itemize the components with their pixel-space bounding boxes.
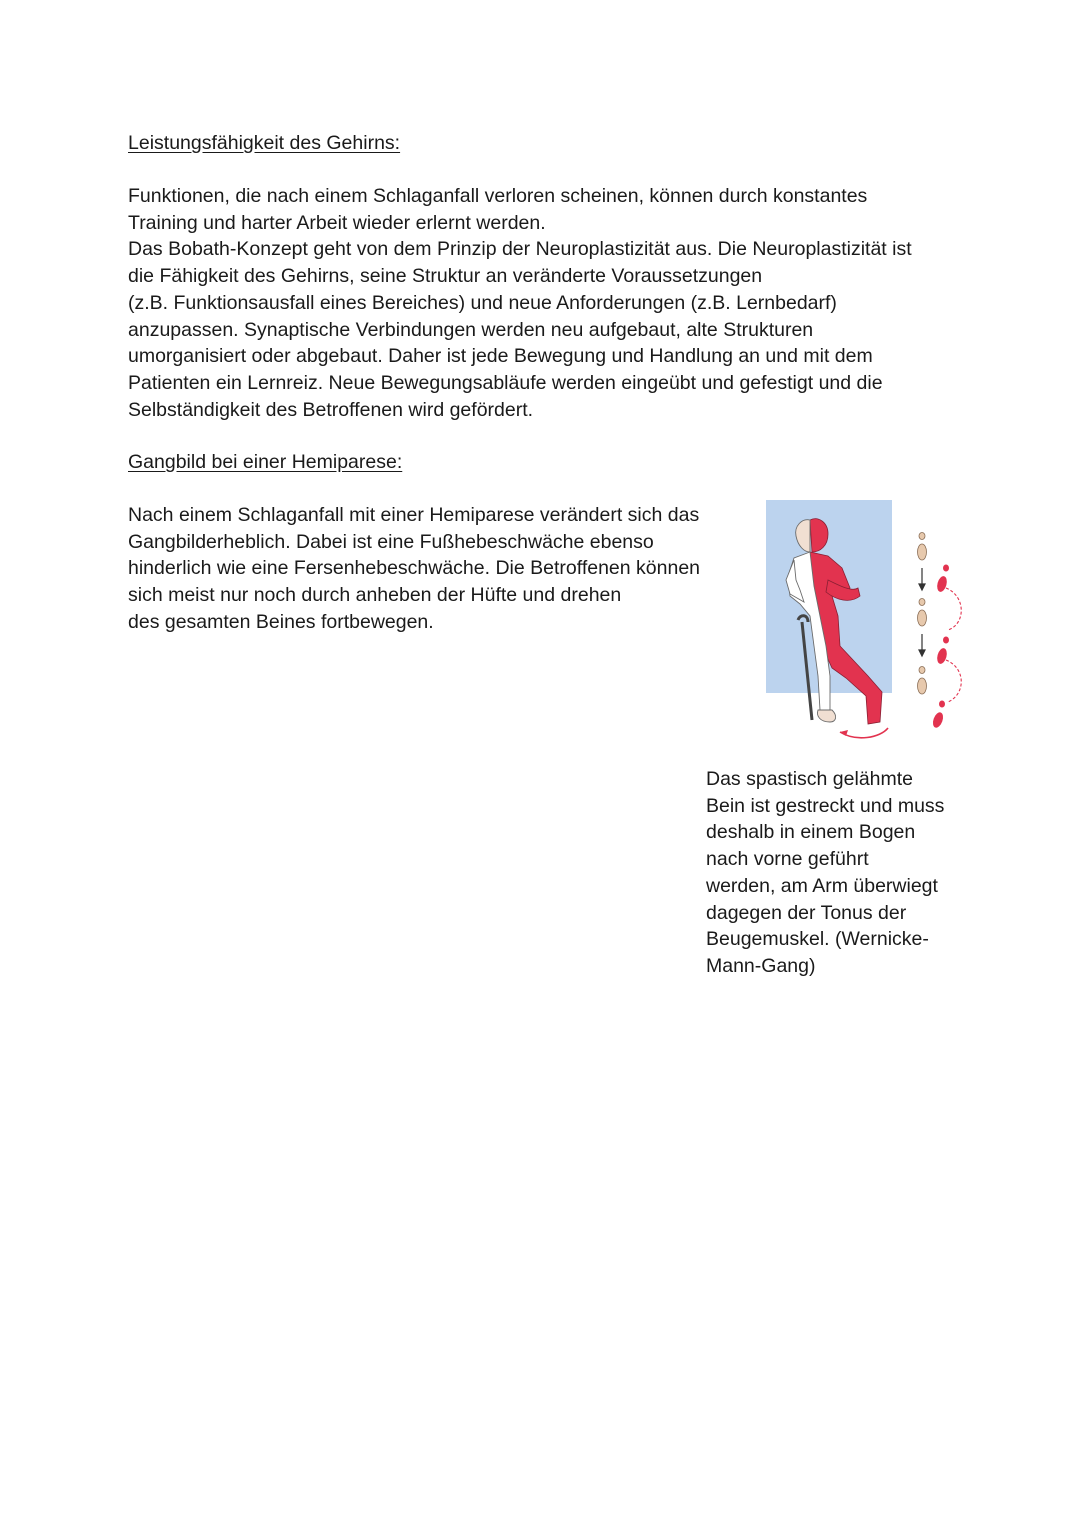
paragraph-line: Funktionen, die nach einem Schlaganfall verloren scheinen, können durch konstantes [128, 185, 868, 207]
paragraph-line: Das Bobath-Konzept geht von dem Prinzip der Neuroplastizität aus. Die Neuroplastizität ist [128, 238, 912, 261]
paragraph-line: Gangbilderheblich. Dabei ist eine Fußhebeschwäche ebenso [128, 530, 654, 553]
paragraph-line: umorganisiert oder abgebaut. Daher ist jede Bewegung und Handlung an und mit dem [128, 345, 873, 368]
paragraph-line: Nach einem Schlaganfall mit einer Hemiparese verändert sich das [128, 504, 700, 526]
section-body-brain-performance [128, 183, 912, 423]
paragraph-line: Training und harter Arbeit wieder erlernt werden. [128, 211, 546, 234]
caption-line: Das spastisch gelähmte [706, 768, 914, 790]
affected-footprints [931, 565, 949, 730]
caption-line: nach vorne geführt [706, 848, 869, 871]
caption-line: Beugemuskel. (Wernicke- [706, 928, 929, 951]
caption-line: deshalb in einem Bogen [706, 821, 916, 844]
paragraph-line: Selbständigkeit des Betroffenen wird gefördert. [128, 398, 534, 421]
paragraph-line: Patienten ein Lernreiz. Neue Bewegungsabläufe werden eingeübt und gefestigt und die [128, 371, 883, 394]
healthy-footprints [918, 533, 927, 695]
caption-line: Bein ist gestreckt und muss [706, 794, 945, 817]
caption-line: Mann-Gang) [706, 954, 816, 977]
figure-caption [706, 766, 944, 980]
paragraph-line: die Fähigkeit des Gehirns, seine Struktur an veränderte Voraussetzungen [128, 265, 763, 288]
swing-arc-icons [946, 588, 961, 702]
paragraph-line: des gesamten Beines fortbewegen. [128, 610, 434, 633]
caption-line: werden, am Arm überwiegt [706, 874, 938, 897]
paragraph-line: (z.B. Funktionsausfall eines Bereiches) und neue Anforderungen (z.B. Lernbedarf) [128, 291, 837, 314]
caption-line: dagegen der Tonus der [706, 901, 907, 924]
paragraph-line: anzupassen. Synaptische Verbindungen werden neu aufgebaut, alte Strukturen [128, 318, 814, 341]
circumduction-arrow-icon [840, 728, 888, 738]
paragraph-line: hinderlich wie eine Fersenhebeschwäche. Die Betroffenen können [128, 557, 701, 580]
section-heading-brain-performance: Leistungsfähigkeit des Gehirns: [128, 132, 401, 154]
paragraph-line: sich meist nur noch durch anheben der Hüfte und drehen [128, 584, 622, 607]
hemiparesis-gait-illustration [760, 496, 980, 746]
section-heading-gait-pattern: Gangbild bei einer Hemiparese: [128, 451, 403, 473]
section-body-gait-pattern [128, 502, 700, 636]
